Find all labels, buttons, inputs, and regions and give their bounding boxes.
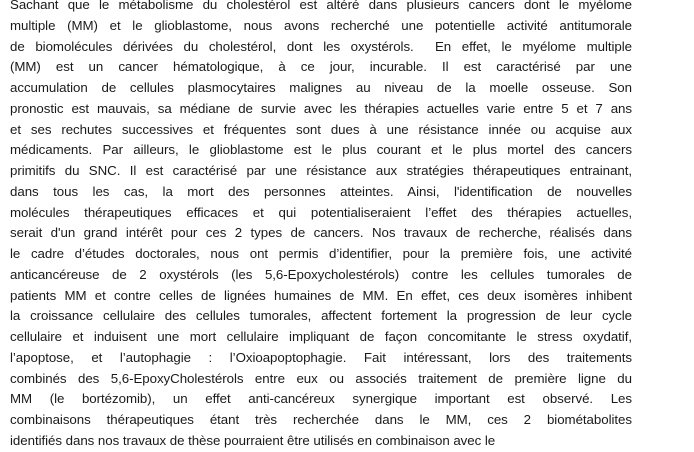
text-line: accumulation de cellules plasmocytaires malignes au niveau de la moelle osseuse. Son: [10, 80, 632, 95]
text-line: cellulaire et induisent une mort cellulaire impliquant de façon concomitante le stress oxydatif,: [10, 329, 632, 344]
text-line: identifiés dans nos travaux de thèse pourraient être utilisés en combinaison avec le: [10, 432, 496, 448]
text-line: combinés des 5,6-EpoxyCholestérols entre eux ou associés traitement de première ligne du: [10, 370, 632, 386]
text-line: multiple (MM) et le glioblastome, nous avons recherché une potentielle activité antitumorale: [10, 17, 632, 33]
text-line: le cadre d’études doctorales, nous ont permis d’identifier, pour la première fois, une activité: [10, 246, 632, 261]
text-line: la croissance cellulaire des cellules tumorales, affectent fortement la progression de leur cycle: [10, 308, 632, 324]
text-line: dans tous les cas, la mort des personnes atteintes. Ainsi, l'identification de nouvelles: [10, 183, 632, 199]
text-line: l’apoptose, et l’autophagie : l’Oxioapoptophagie. Fait intéressant, lors des traitements: [10, 349, 632, 365]
text-line: et ses rechutes successives et fréquentes sont dues à une résistance innée ou acquise aux: [10, 121, 632, 137]
text-line: (MM) est un cancer hématologique, à ce jour, incurable. Il est caractérisé par une: [10, 59, 632, 75]
text-line: combinaisons thérapeutiques étant très recherchée dans le MM, ces 2 biométabolites: [10, 412, 632, 427]
text-line: MM (le bortézomib), un effet anti-cancéreux synergique important est observé. Les: [10, 391, 632, 407]
text-line: médicaments. Par ailleurs, le glioblastome est le plus courant et le plus mortel des cancers: [10, 142, 632, 158]
text-line: Sachant que le métabolisme du cholestérol est altéré dans plusieurs cancers dont le myélome: [10, 0, 632, 12]
text-line: patients MM et contre celles de lignées humaines de MM. En effet, ces deux isomères inhibent: [10, 287, 632, 303]
text-line: anticancéreuse de 2 oxystérols (les 5,6-Epoxycholestérols) contre les cellules tumorales de: [10, 266, 632, 282]
text-line: pronostic est mauvais, sa médiane de survie avec les thérapies actuelles varie entre 5 et 7 ans: [10, 100, 632, 116]
text-line: de biomolécules dérivées du cholestérol, dont les oxystérols. En effet, le myélome multiple: [10, 38, 632, 54]
abstract-paragraph: [10, 0, 632, 452]
text-line: primitifs du SNC. Il est caractérisé par une résistance aux stratégies thérapeutiques entrainant,: [10, 163, 632, 178]
text-line: serait d'un grand intérêt pour ces 2 types de cancers. Nos travaux de recherche, réalisés dans: [10, 225, 632, 241]
text-line: molécules thérapeutiques efficaces et qui potentialiseraient l’effet des thérapies actuelles,: [10, 204, 632, 220]
